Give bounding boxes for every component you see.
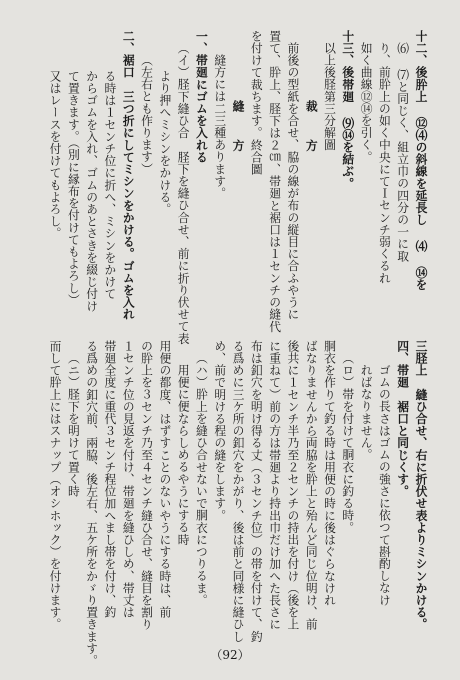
text-line: 而して肸上にはスナップ（オシホック）を付けます。 xyxy=(48,340,63,631)
text-line: 又はレースを付けてもよろし。 xyxy=(48,70,63,240)
text-line: 縫方には二三種あります。 xyxy=(212,54,227,200)
text-line: （イ）𦙾下縫ひ合 𦙾下を縫ひ合せ、前に折り伏せて表 xyxy=(176,42,191,345)
text-line: 縫 方 xyxy=(231,100,246,160)
text-line: 三𦙾上 縫ひ合せ、右に折伏せ表よりミシンかける。 xyxy=(414,340,428,631)
text-line: 置て、肸上、𦙾下は２㎝、帯廻と裾口は１センチの縫代 xyxy=(267,30,282,333)
text-line: ⑹ ⑺と同じく、組立巾の四分の一に取 xyxy=(395,42,410,262)
text-line: 用便に便ならしめるやうにする時 xyxy=(176,364,191,546)
text-line: 二、裾口 三つ折にしてミシンをかける。ゴムを入れ xyxy=(121,30,136,321)
text-line: て置きます。（別に縁布を付けてもよろし） xyxy=(66,70,81,307)
text-line: 十二、後肸上 ⑫⑷の斜線を延長し ⑷ ⑭を xyxy=(414,30,428,291)
text-line: る時は１センチ位に折へ、ミシンをかけて xyxy=(102,70,117,300)
text-line: 十三、後帯廻 ⑼⑭を結ぶ。 xyxy=(340,30,355,190)
text-line: ゴムの長さはゴムの強さに依つて斟酌しなけ xyxy=(377,364,392,606)
text-line: （ハ）肸上を縫ひ合せないで胴衣につりるま。 xyxy=(194,352,209,607)
text-line: 後共に１センチ半乃至２センチの持出を付け（後を上 xyxy=(285,340,300,631)
text-line: 用便の都度、はずすことのないやうにする時は、前 xyxy=(157,340,172,619)
text-line: （ロ）帯を付けて胴衣に釣る時。 xyxy=(340,352,355,534)
text-line: 四、帯廻 裾口と同じくす。 xyxy=(395,340,410,498)
text-line: １センチ位の見返を付け、帯廻を縫ひしめ、帯丈は xyxy=(121,340,136,619)
page-number: （92） xyxy=(210,648,250,662)
text-line: ばなりませんから両脇を肸上と殆んど同じ位明け、前 xyxy=(304,340,319,631)
text-line: 以上後𦙾第三分解圖 xyxy=(322,42,337,151)
text-line: 前後の型紙を合せ、脇の線が布の縦目に合ふやうに xyxy=(285,42,300,321)
text-line: る爲めに三ケ所の釦穴をかがり、後は前と同様に縫ひし xyxy=(231,340,246,643)
text-line: 胴衣を作りて釣る時は用便の時に後はぐらなけれ xyxy=(322,340,337,607)
text-line: る爲めの釦穴前、兩脇、後左右、五ケ所をかゞり置きます。 xyxy=(84,340,99,667)
text-line: （ニ）𦙾下を明けて置く時 xyxy=(66,352,81,498)
text-line: に重ねて）前の方は帯廻より持出巾だけ加へた長さに xyxy=(267,340,282,631)
text-line: 如く曲線⑫⑭を引く。 xyxy=(359,42,374,163)
text-line: ればなりません。 xyxy=(359,364,374,461)
text-line: 裁 方 xyxy=(304,100,319,160)
text-line: 帯廻全度に重代３センチ程位加へまし帯を付け、釣 xyxy=(102,340,117,619)
text-line: め、前で明ける程の縫をします。 xyxy=(212,340,227,522)
text-line: （左右とも作ります） xyxy=(139,54,154,175)
text-line: より押へミシンをかける。 xyxy=(157,70,172,216)
upper-text-column xyxy=(40,30,428,345)
text-line: 布は釦穴を明け得る丈（３センチ位）の帯を付けて、釣 xyxy=(249,340,264,643)
text-line: を付けて裁ちます。終合圖 xyxy=(249,30,264,176)
text-line: の肸上を３センチ乃至４センチ縫ひ合せ、縫目を割り xyxy=(139,340,154,631)
text-line: 一、帯廻にゴムを入れる xyxy=(194,30,209,164)
text-line: り、前肸上の如く中央にてＩセンチ弱くるれ xyxy=(377,42,392,284)
text-line: からゴムを入れ、ゴムのあとさきを綴じ付け xyxy=(84,70,99,312)
